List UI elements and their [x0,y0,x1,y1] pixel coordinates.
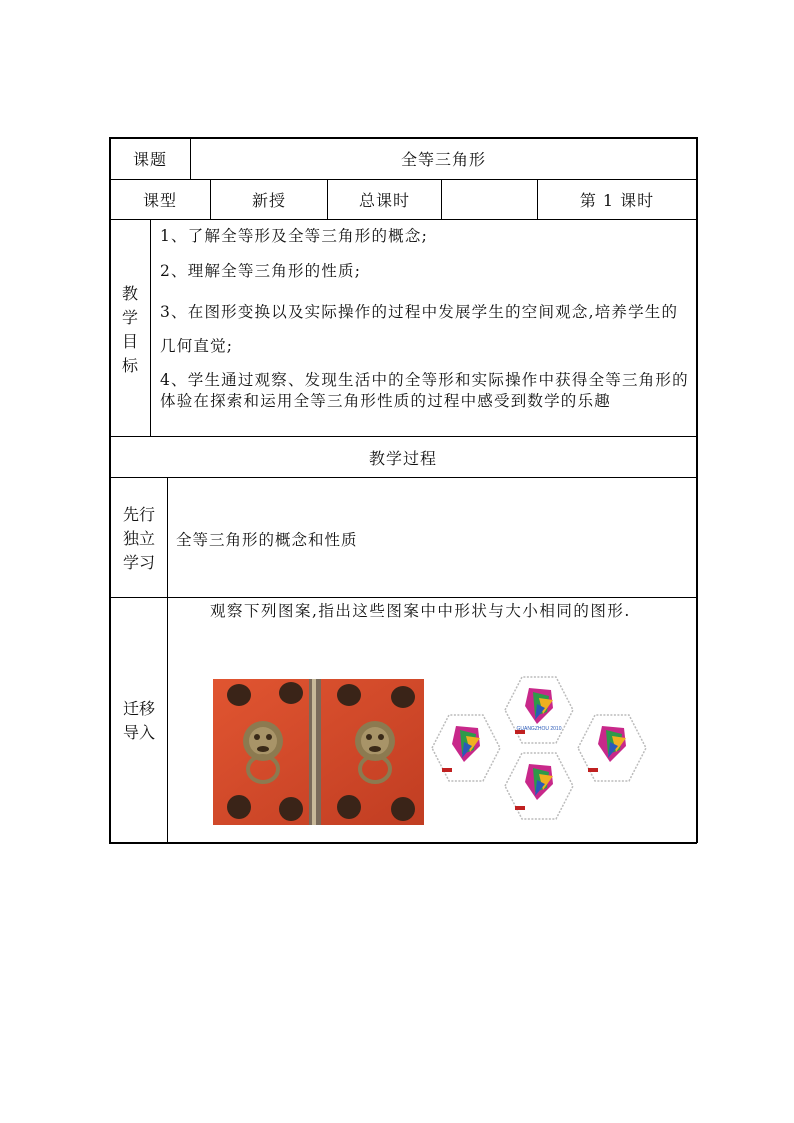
total-hours-label: 总课时 [358,191,410,210]
topic-label: 课题 [132,150,167,169]
intro-label [112,697,166,749]
type-value: 新授 [251,191,286,210]
objectives-label-text: 教学目标 [121,284,138,375]
objective-4: 4、学生通过观察、发现生活中的全等形和实际操作中获得全等三角形的体验在探索和运用全等三角形性质的过程中感受到数学的乐趣 [160,371,689,410]
objective-2: 2、理解全等三角形的性质; [160,262,362,280]
objective-1: 1、了解全等形及全等三角形的概念; [160,227,428,245]
self-study-label [112,503,166,583]
process-heading: 教学过程 [368,448,437,468]
stamps-image [428,672,650,828]
intro-label-line2: 导入 [122,723,155,742]
door-photo [213,679,424,825]
topic-value: 全等三角形 [400,150,486,169]
intro-text: 观察下列图案,指出这些图案中中形状与大小相同的图形. [210,602,631,620]
self-study-label-line2: 独立 [122,529,155,548]
total-hours-value [442,180,537,219]
self-study-content: 全等三角形的概念和性质 [176,531,358,549]
self-study-label-line1: 先行 [122,505,155,524]
stamp-caption: GUANGZHOU 2010 [516,726,562,732]
objective-3: 3、在图形变换以及实际操作的过程中发展学生的空间观念,培养学生的几何直觉; [160,303,679,355]
lesson-number: 第 1 课时 [579,191,655,210]
objectives-label [117,280,143,380]
type-label: 课型 [142,191,177,210]
intro-label-line1: 迁移 [122,699,155,718]
self-study-label-line3: 学习 [122,553,155,572]
